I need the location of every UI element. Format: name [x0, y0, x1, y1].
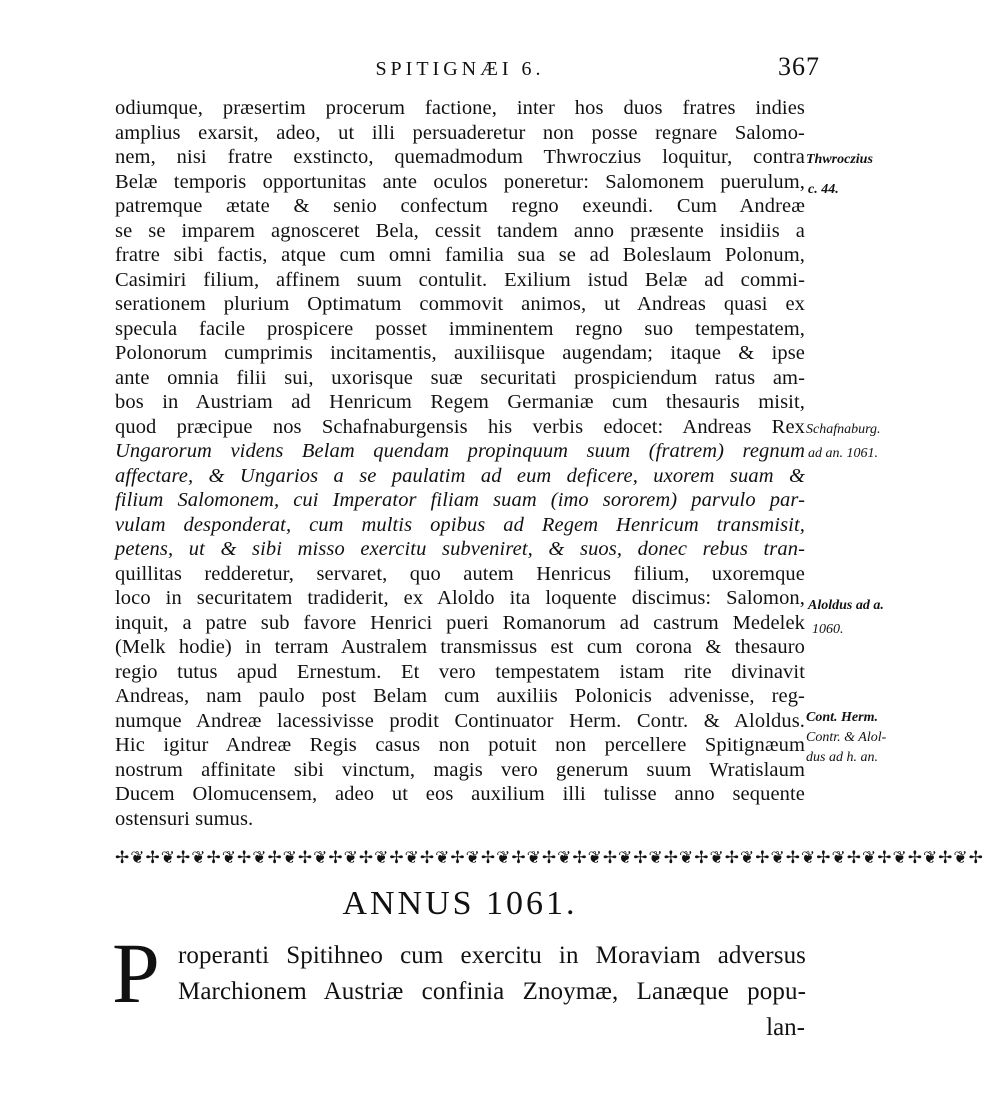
text-line: odiumque, præsertim procerum factione, inter hos duos fratres indies: [115, 97, 805, 119]
text-line: Ducem Olomucensem, adeo ut eos auxilium illi tulisse anno sequente: [115, 783, 805, 805]
text-line: Hic igitur Andreæ Regis casus non potuit non percellere Spitignæum: [115, 734, 805, 756]
drop-cap: P: [112, 925, 160, 1021]
margin-note: Thwroczius: [806, 152, 873, 167]
margin-note: ad an. 1061.: [808, 446, 878, 461]
text-line: loco in securitatem tradiderit, ex Aloldo ita loquente discimus: Salomon,: [115, 587, 805, 609]
text-line: Belæ temporis opportunitas ante oculos poneretur: Salomonem puerulum,: [115, 170, 805, 193]
text-line: nem, nisi fratre exstincto, quemadmodum Thwroczius loquitur, contra: [115, 146, 805, 168]
margin-note: c. 44.: [808, 182, 839, 197]
quoted-line: petens, ut & sibi misso exercitu subveniret, & suos, donec rebus tran-: [115, 538, 805, 560]
text-line: quillitas redderetur, servaret, quo autem Henricus filium, uxoremque: [115, 562, 805, 585]
text-line: se se imparem agnosceret Bela, cessit tandem anno præsente insidiis a: [115, 219, 805, 242]
catchword: lan-: [766, 1014, 805, 1041]
text-line: amplius exarsit, adeo, ut illi persuaderetur non posse regnare Salomo-: [115, 121, 805, 144]
text-line: fratre sibi factis, atque cum omni familia sua se ad Boleslaum Polonum,: [115, 244, 805, 266]
text-line: regio tutus apud Ernestum. Et vero tempestatem istam rite divinavit: [115, 660, 805, 683]
text-line: bos in Austriam ad Henricum Regem Germaniæ cum thesauris misit,: [115, 391, 805, 413]
running-head: [100, 52, 820, 92]
margin-note: Contr. & Alol-: [806, 730, 887, 745]
text-line: Polonorum cumprimis incitamentis, auxiliisque augendam; itaque & ipse: [115, 342, 805, 364]
text-line: ostensuri sumus.: [115, 807, 254, 830]
margin-note: Cont. Herm.: [806, 710, 878, 725]
running-title: SPITIGNÆI 6.: [375, 58, 545, 80]
section-heading: ANNUS 1061.: [342, 885, 578, 922]
text-line: (Melk hodie) in terram Australem transmissus est cum corona & thesauro: [115, 636, 805, 658]
body-paragraph: [115, 96, 805, 831]
page-number: 367: [778, 52, 820, 81]
quoted-line: vulam desponderat, cum multis opibus ad Regem Henricum transmisit,: [115, 513, 805, 536]
text-line: Casimiri filium, affinem suum contulit. Exilium istud Belæ ad commi-: [115, 268, 805, 291]
text-line: Andreas, nam paulo post Belam cum auxiliis Polonicis advenisse, reg-: [115, 685, 805, 707]
margin-note: Aloldus ad a.: [808, 598, 884, 613]
text-line: numque Andreæ lacessivisse prodit Continuator Herm. Contr. & Aloldus.: [115, 709, 805, 732]
text-line: quod præcipue nos Schafnaburgensis his verbis edocet: Andreas Rex: [115, 415, 805, 438]
text-line: patremque ætate & senio confectum regno exeundi. Cum Andreæ: [115, 195, 805, 217]
quoted-line: filium Salomonem, cui Imperator filiam suam (imo sororem) parvulo par-: [115, 489, 805, 511]
section-paragraph: [178, 938, 806, 1010]
text-line: roperanti Spitihneo cum exercitu in Moraviam adversus: [178, 942, 806, 969]
text-line: serationem plurium Optimatum commovit animos, ut Andreas quasi ex: [115, 293, 805, 315]
text-line: nostrum affinitate sibi vinctum, magis vero generum suum Wratislaum: [115, 758, 805, 781]
margin-note: 1060.: [812, 622, 844, 637]
text-line: specula facile prospicere posset imminentem regno suo tempestatem,: [115, 317, 805, 340]
text-line: inquit, a patre sub favore Henrici pueri Romanorum ad castrum Medelek: [115, 611, 805, 634]
margin-note: Schafnaburg.: [806, 422, 881, 437]
quoted-line: Ungarorum videns Belam quendam propinquum suum (fratrem) regnum: [115, 440, 805, 462]
ornamental-divider: ✢❦✢❦✢❦✢❦✢❦✢❦✢❦✢❦✢❦✢❦✢❦✢❦✢❦✢❦✢❦✢❦✢❦✢❦✢❦✢❦✢❦✢❦✢❦✢❦✢❦✢❦✢❦✢❦✢: [115, 848, 984, 867]
quoted-line: affectare, & Ungarios a se paulatim ad eum deficere, uxorem suam &: [115, 464, 805, 487]
text-line: ante omnia filii sui, uxorisque suæ securitati prospiciendum ratus am-: [115, 366, 805, 389]
margin-note: dus ad h. an.: [806, 750, 878, 765]
text-line: Marchionem Austriæ confinia Znoymæ, Lanæque popu-: [178, 978, 806, 1005]
